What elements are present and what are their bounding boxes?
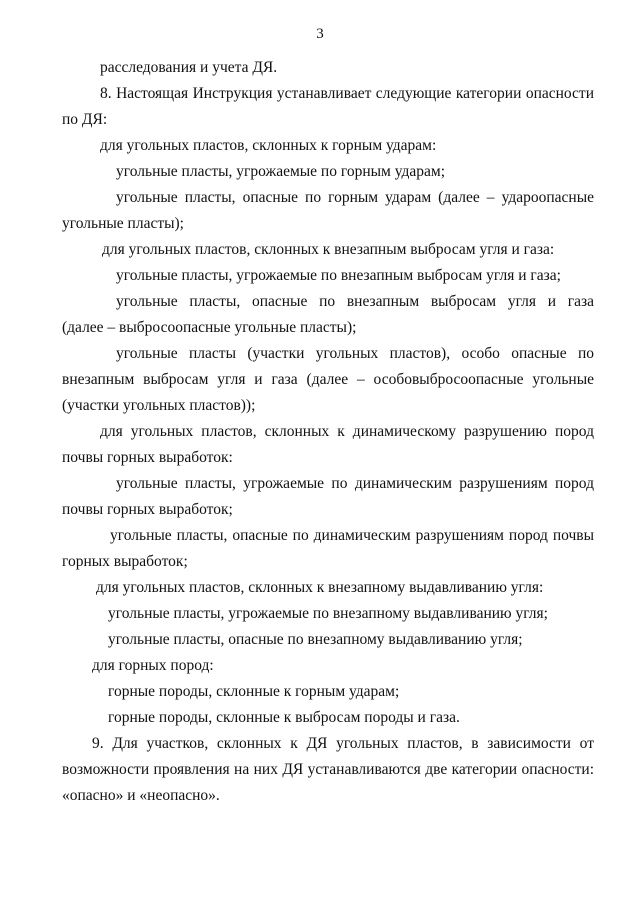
text-line: угольные пласты, угрожаемые по внезапному выдавливанию угля;: [108, 605, 548, 622]
text-line: 9. Для участков, склонных к ДЯ угольных пластов, в зависимости от: [92, 735, 594, 752]
text-line: расследования и учета ДЯ.: [100, 59, 278, 76]
text-line: горные породы, склонные к выбросам породы и газа.: [108, 709, 460, 726]
text-line: угольные пласты, угрожаемые по горным ударам;: [116, 163, 445, 180]
text-line: 8. Настоящая Инструкция устанавливает следующие категории опасности: [100, 85, 594, 102]
text-line: горных выработок;: [62, 553, 188, 570]
text-line: для угольных пластов, склонных к горным ударам:: [100, 137, 437, 154]
text-line: угольные пласты, опасные по внезапному выдавливанию угля;: [108, 631, 523, 648]
text-line: горные породы, склонные к горным ударам;: [108, 683, 400, 700]
text-line: угольные пласты (участки угольных пластов), особо опасные по: [116, 345, 594, 362]
text-line: по ДЯ:: [62, 111, 108, 128]
text-line: (далее – выбросоопасные угольные пласты);: [62, 319, 357, 336]
text-line: для угольных пластов, склонных к внезапным выбросам угля и газа:: [102, 241, 555, 258]
text-line: почвы горных выработок:: [62, 449, 233, 466]
text-line: для горных пород:: [92, 657, 214, 674]
text-line: «опасно» и «неопасно».: [62, 787, 220, 804]
text-line: возможности проявления на них ДЯ устанавливаются две категории опасности:: [62, 761, 594, 778]
text-line: почвы горных выработок;: [62, 501, 233, 518]
text-line: для угольных пластов, склонных к динамическому разрушению пород: [100, 423, 594, 440]
text-line: угольные пласты, опасные по горным ударам (далее – удароопасные: [116, 189, 594, 206]
document-body: [62, 55, 594, 809]
text-line: угольные пласты, угрожаемые по внезапным выбросам угля и газа;: [116, 267, 561, 284]
text-line: (участки угольных пластов));: [62, 397, 256, 414]
text-line: для угольных пластов, склонных к внезапному выдавливанию угля:: [96, 579, 544, 596]
page-number: 3: [316, 26, 324, 42]
text-line: внезапным выбросам угля и газа (далее – особовыбросоопасные угольные: [62, 371, 594, 388]
text-line: угольные пласты);: [62, 215, 184, 232]
text-line: угольные пласты, опасные по динамическим разрушениям пород почвы: [110, 527, 594, 544]
text-line: угольные пласты, опасные по внезапным выбросам угля и газа: [116, 293, 594, 310]
text-line: угольные пласты, угрожаемые по динамическим разрушениям пород: [116, 475, 594, 492]
